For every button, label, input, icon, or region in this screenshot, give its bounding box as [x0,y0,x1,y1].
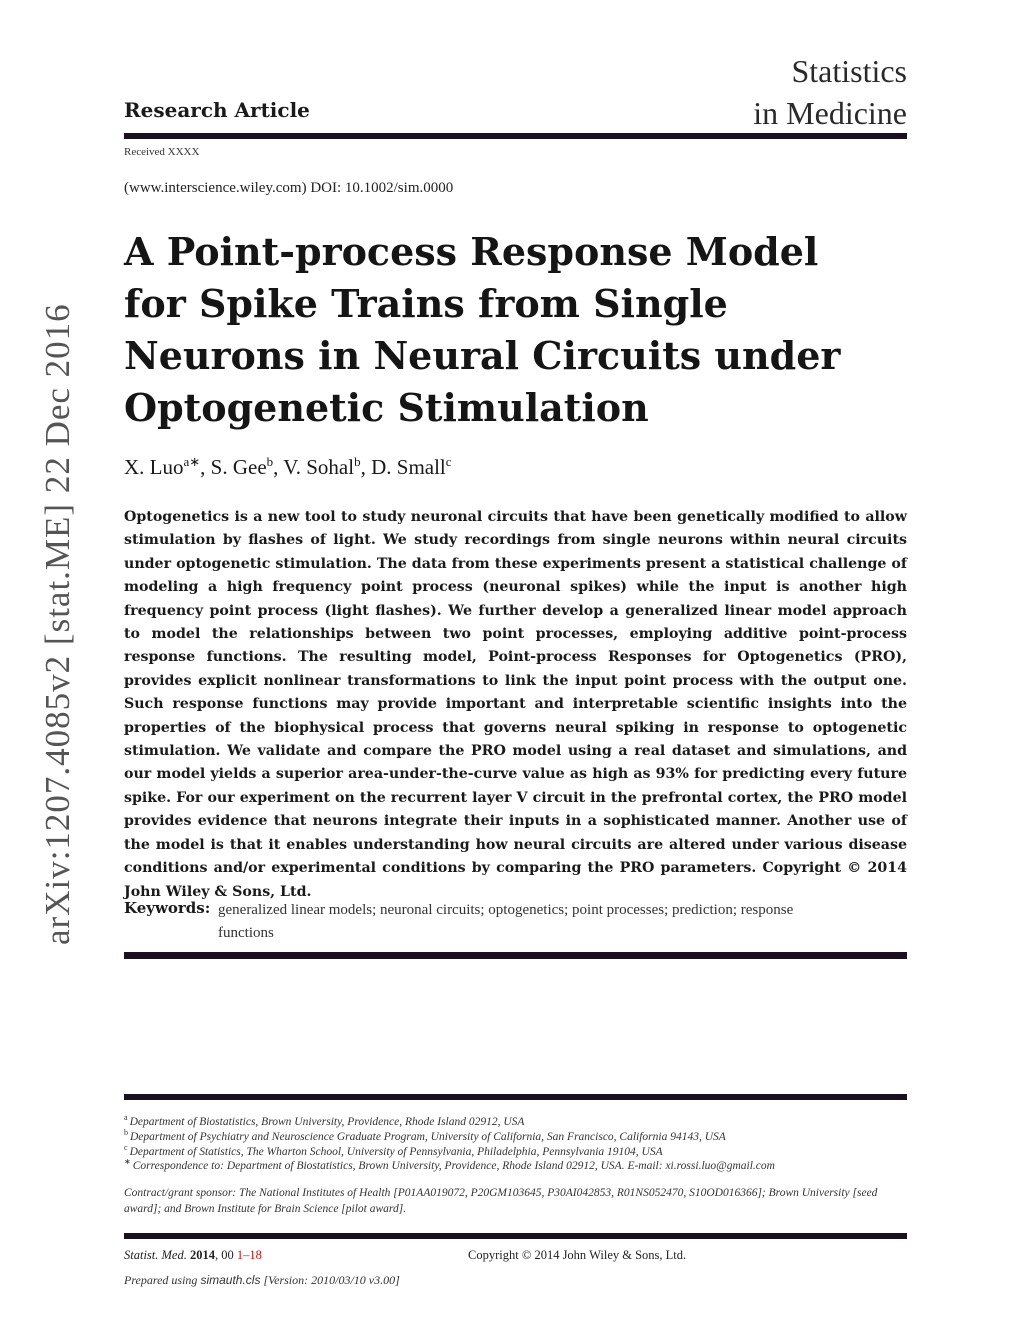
article-type: Research Article [124,98,310,122]
footer-journal-abbrev: Statist. Med. [124,1248,187,1262]
affiliation-mark: b [124,1128,128,1137]
prepared-using [124,1273,400,1288]
journal-name [753,50,907,134]
abstract: Optogenetics is a new tool to study neuronal circuits that have been genetically modified to allow stimulation by flashes of light. We study recordings from single neurons within neural circuits under optogenetic stimulation. The data from these experiments present a statistical challenge of modeling a high frequency point process (neuronal spikes) while the input is another high frequency point process (light flashes). We further develop a generalized linear model approach to model the relationships between two point processes, employing additive point-process response functions. The resulting model, Point-process Responses for Optogenetics (PRO), provides explicit nonlinear transformations to link the input point process with the output one. Such response functions may provide important and interpretable scientific insights into the properties of the biophysical process that governs neural spiking in response to optogenetic stimulation. We validate and compare the PRO model using a real dataset and simulations, and our model yields a superior area-under-the-curve value as high as 93% for predicting every future spike. For our experiment on the recurrent layer V circuit in the prefrontal cortex, the PRO model provides evidence that neurons integrate their inputs in a sophisticated manner. Another use of the model is that it enables understanding how neural circuits are altered under various disease conditions and/or experimental conditions by comparing the PRO parameters. Copyright © 2014 John Wiley & Sons, Ltd. [124,509,907,900]
header-rule [124,133,907,139]
arxiv-stamp: arXiv:1207.4085v2 [stat.ME] 22 Dec 2016 [38,303,77,945]
prepared-prefix: Prepared using [124,1273,201,1287]
affiliation-text: Correspondence to: Department of Biostatistics, Brown University, Providence, Rhode Island 02912, USA. E-mail: xi.rossi.luo@gmail.com [132,1159,775,1172]
received-date: Received XXXX [124,146,200,158]
author-affiliation-mark: c [445,454,452,469]
footer-citation: Statist. Med. 2014, 00 1–18 [124,1248,262,1262]
doi-line[interactable]: (www.interscience.wiley.com) DOI: 10.1002/sim.0000 [124,180,454,196]
abstract-bottom-rule [124,952,907,959]
footer-volume: 00 [221,1248,234,1262]
prepared-version: [Version: 2010/03/10 v3.00] [260,1273,400,1287]
affiliations-top-rule [124,1094,907,1100]
author-affiliation-mark: a∗ [183,454,201,469]
author-affiliation-mark: b [354,454,361,469]
affiliation-c [124,1143,663,1158]
journal-name-line2: in Medicine [753,95,907,131]
correspondence [124,1157,775,1172]
author-name: S. Gee [210,455,267,479]
footer-pages-link[interactable]: 1–18 [236,1248,262,1262]
journal-name-line1: Statistics [791,53,907,89]
affiliation-text: Department of Statistics, The Wharton School, University of Pennsylvania, Philadelphia, Pennsylvania 19104, USA [129,1145,663,1158]
affiliation-text: Department of Biostatistics, Brown University, Providence, Rhode Island 02912, USA [129,1115,525,1128]
affiliation-b [124,1128,726,1143]
footer-rule [124,1233,907,1239]
author-name: D. Small [371,455,446,479]
keywords-label: Keywords: [124,899,211,917]
author-list: X. Luo$^{a∗}$, S. Gee$^b$, V. Sohal$^b$, D. Small$^c$ [124,454,452,479]
footer-year: 2014 [189,1248,215,1262]
footer-copyright: Copyright © 2014 John Wiley & Sons, Ltd. [468,1248,687,1262]
paper-title: A Point-process Response Model for Spike Trains from Single Neurons in Neural Circuits under Optogenetic Stimulation [124,229,841,430]
author-affiliation-mark: b [266,454,274,469]
grant-sponsor: Contract/grant sponsor: The National Institutes of Health [P01AA019072, P20GM103645, P30AI042853, R01NS052470, S10OD016366]; Brown University [seed award]; and Brown Institute for Brain Science [pilot award]. [124,1187,878,1215]
affiliation-mark: ∗ [124,1157,131,1166]
affiliation-a [124,1113,524,1128]
affiliation-text: Department of Psychiatry and Neuroscience Graduate Program, University of California, San Francisco, California 94143, USA [130,1130,726,1143]
affiliation-mark: c [124,1143,128,1152]
keywords-text: generalized linear models; neuronal circuits; optogenetics; point processes; prediction; response functions [218,902,794,941]
affiliation-mark: a [124,1113,128,1122]
prepared-file: simauth.cls [200,1273,261,1287]
author-name: X. Luo [124,455,184,479]
author-name: V. Sohal [283,455,355,479]
